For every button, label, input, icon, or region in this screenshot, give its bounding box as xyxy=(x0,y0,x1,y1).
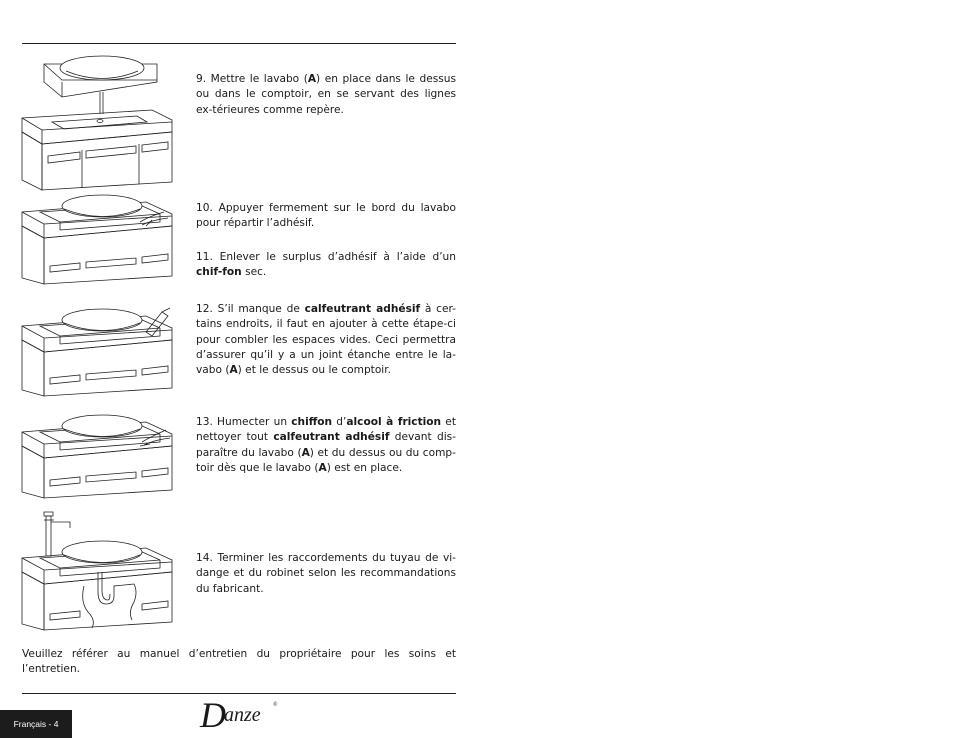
step-12-text xyxy=(196,302,456,378)
step-11-run-1: chif-fon xyxy=(196,266,242,279)
step-13-run-6: devant dis-paraître du lavabo ( xyxy=(196,431,457,459)
step-13-run-4: et nettoyer tout xyxy=(196,416,456,444)
step-12-run-2: à cer-tains endroits, il faut en ajouter à cette étape-ci pour combler les espaces vides. Ceci permettra d’assurer qu’il y a un joint étanche entre le la-vabo ( xyxy=(196,303,456,377)
press-sink-illustration xyxy=(22,192,172,284)
care-note: Veuillez référer au manuel d’entretien du propriétaire pour les soins et l’entretien. xyxy=(22,648,456,676)
danze-logo xyxy=(200,694,290,734)
logo-initial: D xyxy=(200,695,226,735)
step-9-text xyxy=(196,72,456,118)
step-13-run-7: A xyxy=(301,446,310,459)
step-12-run-1: calfeutrant adhésif xyxy=(304,303,421,315)
step-11-text xyxy=(196,250,456,281)
step-13-run-9: A xyxy=(318,461,327,474)
page-label: Français - 4 xyxy=(0,710,72,738)
step-12-run-0: 12. S’il manque de xyxy=(196,303,305,315)
step-13-run-2: d’ xyxy=(332,416,347,428)
faucet-drain-illustration xyxy=(22,512,172,630)
step-13-run-10: ) est en place. xyxy=(326,461,403,474)
step-11-run-0: 11. Enlever le surplus d’adhésif à l’aide d’un xyxy=(196,251,456,263)
step-9-run-0: 9. Mettre le lavabo ( xyxy=(196,73,308,85)
logo-rest: anze xyxy=(224,704,261,726)
step-13-run-5: calfeutrant adhésif xyxy=(273,431,390,444)
step-11-run-2: sec. xyxy=(241,266,267,279)
caulk-gun-illustration xyxy=(22,304,172,396)
step-14-text xyxy=(196,551,456,597)
step-9-run-2: ) en place dans le dessus ou dans le comptoir, en se servant des lignes ex-térieures comme repère. xyxy=(196,73,456,116)
sink-placement-illustration xyxy=(22,52,172,190)
step-13-run-3: alcool à friction xyxy=(346,416,442,428)
step-13-run-8: ) et du dessus ou du comp-toir dès que le lavabo ( xyxy=(196,446,456,474)
step-13-text xyxy=(196,415,456,476)
step-10-text xyxy=(196,201,456,232)
step-13-run-0: 13. Humecter un xyxy=(196,416,292,428)
step-10-run-0: 10. Appuyer fermement sur le bord du lavabo pour répartir l’adhésif. xyxy=(196,202,456,230)
step-14-run-0: 14. Terminer les raccordements du tuyau de vi-dange et du robinet selon les recommandations du fabricant. xyxy=(196,552,456,595)
step-9-run-1: A xyxy=(307,73,317,85)
wipe-cloth-illustration xyxy=(22,410,172,498)
step-12-run-4: ) et le dessus ou le comptoir. xyxy=(237,364,391,377)
step-13-run-1: chiffon xyxy=(291,416,333,428)
logo-registered-mark: ® xyxy=(273,702,278,708)
step-12-run-3: A xyxy=(229,364,238,377)
top-rule xyxy=(22,43,456,44)
